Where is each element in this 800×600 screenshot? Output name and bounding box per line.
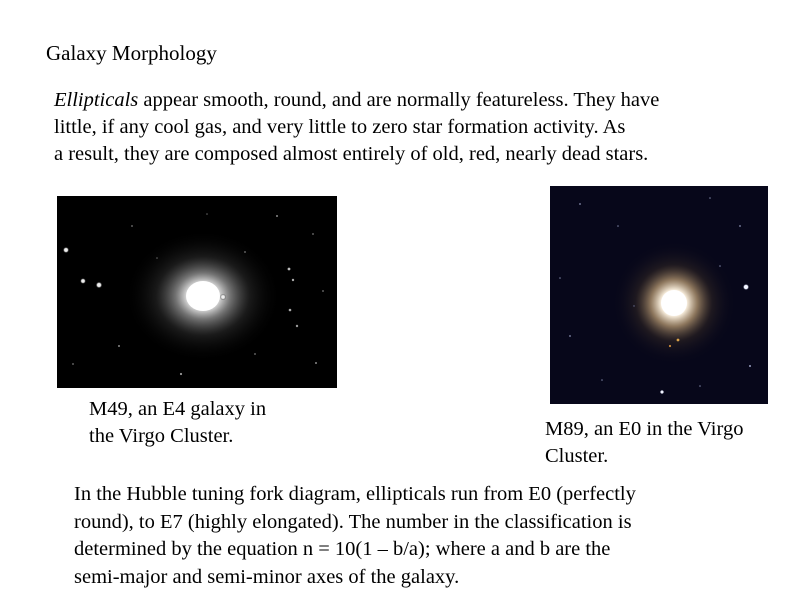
m49-caption-line-1: M49, an E4 galaxy in — [89, 398, 267, 420]
m89-galaxy-svg — [550, 186, 768, 404]
intro-line-3: a result, they are composed almost entirely of old, red, nearly dead stars. — [54, 143, 649, 165]
m89-core — [661, 290, 687, 316]
footer-line-1: In the Hubble tuning fork diagram, ellipticals run from E0 (perfectly — [74, 483, 636, 505]
intro-line-1-rest: appear smooth, round, and are normally featureless. They have — [138, 89, 660, 111]
page-title: Galaxy Morphology — [46, 41, 217, 65]
m89-caption-line-1: M89, an E0 in the Virgo — [545, 418, 744, 440]
m89-caption-line-2: Cluster. — [545, 445, 609, 467]
ellipticals-term: Ellipticals — [54, 89, 139, 111]
m89-caption — [545, 416, 743, 470]
intro-line-1 — [54, 87, 784, 114]
m49-galaxy-svg — [57, 196, 337, 388]
footer-line-2: round), to E7 (highly elongated). The number in the classification is — [74, 510, 632, 533]
m89-galaxy-image — [550, 186, 768, 404]
intro-paragraph — [54, 87, 784, 168]
intro-line-2: little, if any cool gas, and very little to zero star formation activity. As — [54, 116, 626, 138]
m49-caption-line-2: the Virgo Cluster. — [89, 425, 234, 447]
m49-core — [186, 281, 220, 311]
m49-caption — [89, 396, 266, 450]
footer-line-4: semi-major and semi-minor axes of the galaxy. — [74, 565, 460, 588]
hubble-classification-paragraph — [74, 481, 784, 591]
m49-galaxy-image — [57, 196, 337, 388]
footer-line-3: determined by the equation n = 10(1 – b/a); where a and b are the — [74, 538, 611, 560]
